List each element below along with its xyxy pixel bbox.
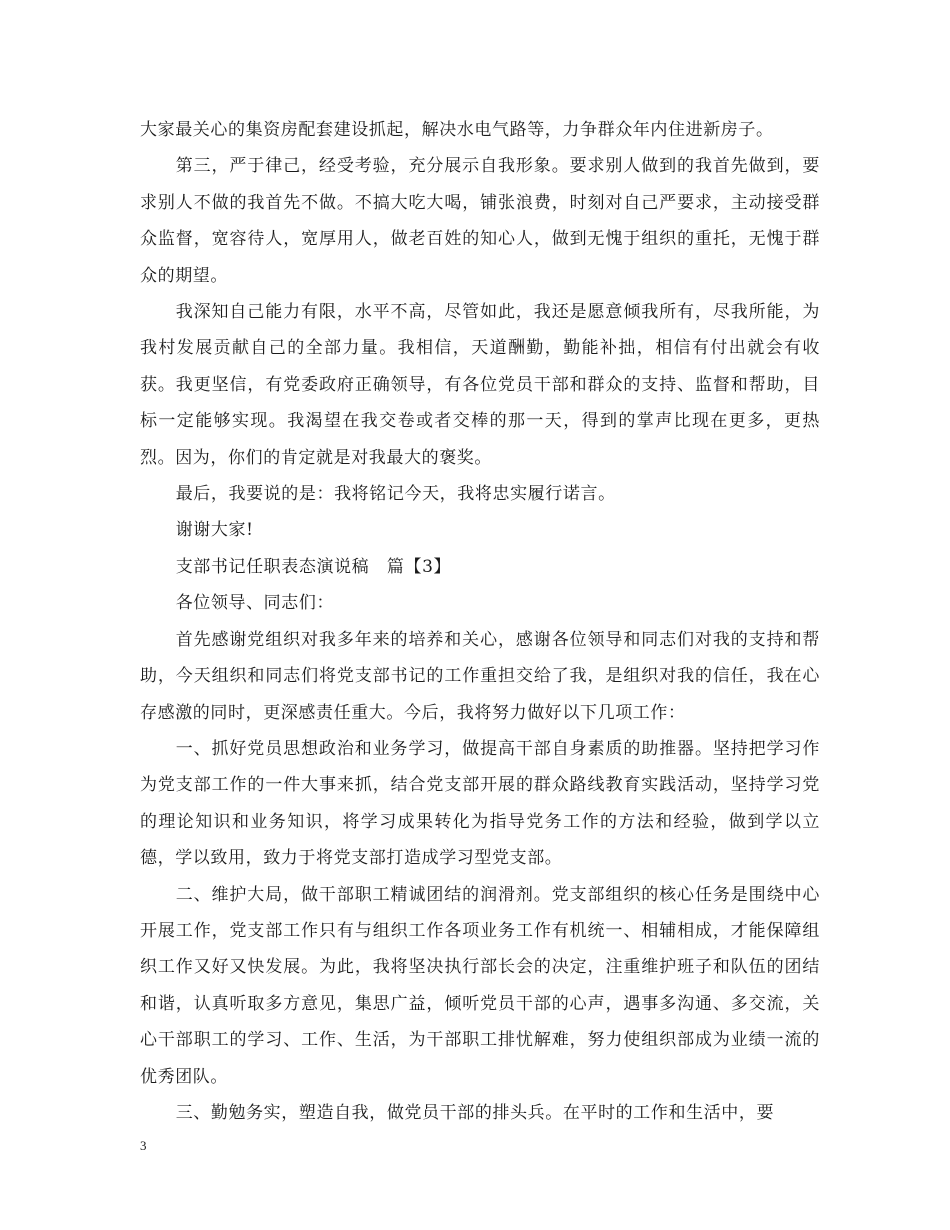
salutation: 各位领导、同志们： (175, 593, 335, 614)
paragraph-thanks: 谢谢大家! (175, 520, 254, 541)
paragraph-point-two: 二、维护大局，做干部职工精诚团结的润滑剂。党支部组织的核心任务是围绕中心开展工作，党支部工作只有与组织工作各项业务工作有机统一、相辅相成，才能保障组织工作又好又快发展。为此，我将坚决执行部长会的决定，注重维护班子和队伍的团结和谐，认真听取多方意见，集思广益，倾听党员干部的心声，遇事多沟通、多交流，关心干部职工的学习、工作、生活，为干部职工排忧解难，努力使组织部成为业绩一流的优秀团队。 (140, 884, 820, 1087)
document-body (140, 112, 820, 1131)
paragraph-point-three: 三、勤勉务实，塑造自我，做党员干部的排头兵。在平时的工作和生活中，要 (175, 1102, 775, 1123)
page-number: 3 (140, 1138, 147, 1153)
paragraph-commitment: 我深知自己能力有限，水平不高，尽管如此，我还是愿意倾我所有，尽我所能，为我村发展贡献自己的全部力量。我相信，天道酬勤，勤能补拙，相信有付出就会有收获。我更坚信，有党委政府正确领导，有各位党员干部和群众的支持、监督和帮助，目标一定能够实现。我渴望在我交卷或者交棒的那一天，得到的掌声比现在更多，更热烈。因为，你们的肯定就是对我最大的褒奖。 (140, 302, 820, 468)
paragraph-intro: 首先感谢党组织对我多年来的培养和关心，感谢各位领导和同志们对我的支持和帮助，今天组织和同志们将党支部书记的工作重担交给了我，是组织对我的信任，我在心存感激的同时，更深感责任重大。今后，我将努力做好以下几项工作： (140, 629, 820, 723)
paragraph-third-point: 第三，严于律己，经受考验，充分展示自我形象。要求别人做到的我首先做到，要求别人不做的我首先不做。不搞大吃大喝，铺张浪费，时刻对自己严要求，主动接受群众监督，宽容待人，宽厚用人，做老百姓的知心人，做到无愧于组织的重托，无愧于群众的期望。 (140, 156, 820, 286)
section-heading: 支部书记任职表态演说稿 篇【3】 (175, 556, 452, 577)
paragraph-closing: 最后，我要说的是：我将铭记今天，我将忠实履行诺言。 (175, 484, 616, 505)
paragraph-continuation: 大家最关心的集资房配套建设抓起，解决水电气路等，力争群众年内住进新房子。 (140, 120, 774, 140)
paragraph-point-one: 一、抓好党员思想政治和业务学习，做提高干部自身素质的助推器。坚持把学习作为党支部工作的一件大事来抓，结合党支部开展的群众路线教育实践活动，坚持学习党的理论知识和业务知识，将学习成果转化为指导党务工作的方法和经验，做到学以立德，学以致用，致力于将党支部打造成学习型党支部。 (140, 738, 820, 869)
